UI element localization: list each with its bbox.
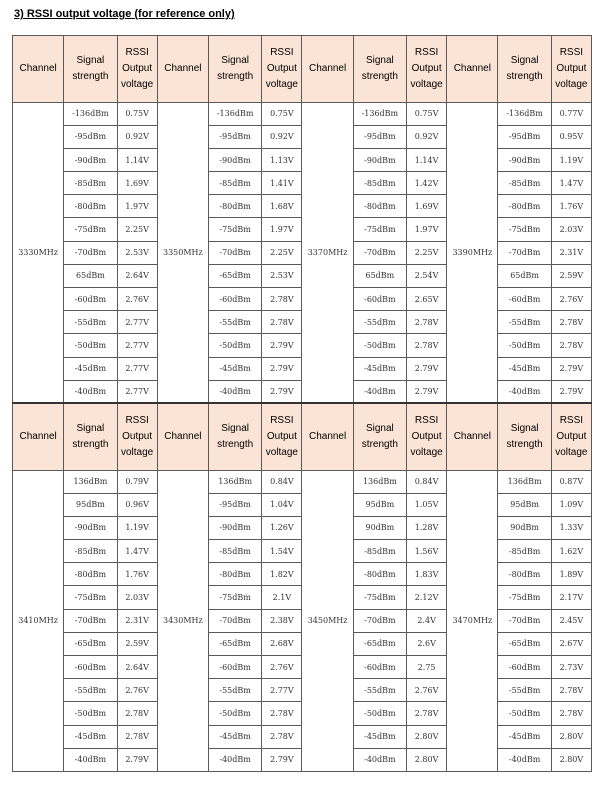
rssi-voltage-cell: 1.69V — [407, 195, 447, 218]
rssi-output-voltage-header: RSSI Output voltage — [262, 403, 302, 470]
signal-strength-cell: -55dBm — [64, 679, 117, 702]
channel-header: Channel — [302, 403, 353, 470]
signal-strength-cell: -95dBm — [498, 125, 551, 148]
rssi-voltage-cell: 2.31V — [117, 609, 157, 632]
channel-header: Channel — [13, 36, 64, 103]
signal-strength-cell: -85dBm — [498, 172, 551, 195]
signal-strength-cell: -60dBm — [498, 288, 551, 311]
signal-strength-cell: -85dBm — [498, 540, 551, 563]
signal-strength-cell: -136dBm — [64, 102, 117, 125]
rssi-voltage-cell: 2.76V — [117, 288, 157, 311]
signal-strength-cell: -65dBm — [498, 632, 551, 655]
rssi-voltage-cell: 2.77V — [117, 334, 157, 357]
signal-strength-cell: -136dBm — [209, 102, 262, 125]
rssi-voltage-cell: 1.14V — [407, 148, 447, 171]
signal-strength-cell: -75dBm — [498, 586, 551, 609]
rssi-voltage-cell: 2.79V — [407, 357, 447, 380]
rssi-voltage-cell: 2.80V — [407, 725, 447, 748]
signal-strength-cell: -70dBm — [209, 241, 262, 264]
rssi-voltage-cell: 2.77V — [117, 380, 157, 403]
rssi-voltage-cell: 2.78V — [262, 311, 302, 334]
signal-strength-cell: 65dBm — [353, 264, 406, 287]
header-row — [13, 403, 592, 470]
rssi-voltage-cell: 1.68V — [262, 195, 302, 218]
signal-strength-cell: 136dBm — [209, 470, 262, 493]
rssi-voltage-cell: 1.19V — [117, 516, 157, 539]
rssi-voltage-cell: 1.54V — [262, 540, 302, 563]
rssi-voltage-cell: 0.79V — [117, 470, 157, 493]
signal-strength-cell: -60dBm — [64, 288, 117, 311]
signal-strength-cell: 90dBm — [498, 516, 551, 539]
signal-strength-cell: -40dBm — [64, 380, 117, 403]
signal-strength-header: Signal strength — [353, 36, 406, 103]
rssi-output-voltage-header: RSSI Output voltage — [407, 403, 447, 470]
channel-header: Channel — [157, 403, 208, 470]
rssi-voltage-cell: 2.77V — [117, 357, 157, 380]
signal-strength-cell: -55dBm — [498, 679, 551, 702]
rssi-voltage-cell: 1.33V — [551, 516, 591, 539]
rssi-voltage-cell: 2.79V — [117, 748, 157, 771]
rssi-voltage-cell: 2.78V — [551, 311, 591, 334]
rssi-voltage-cell: 2.80V — [551, 725, 591, 748]
rssi-voltage-cell: 2.76V — [117, 679, 157, 702]
signal-strength-cell: -80dBm — [209, 563, 262, 586]
rssi-output-voltage-header: RSSI Output voltage — [117, 36, 157, 103]
signal-strength-header: Signal strength — [353, 403, 406, 470]
signal-strength-cell: -45dBm — [498, 725, 551, 748]
signal-strength-cell: -50dBm — [64, 334, 117, 357]
rssi-voltage-cell: 2.79V — [262, 748, 302, 771]
rssi-voltage-cell: 0.75V — [407, 102, 447, 125]
rssi-voltage-cell: 2.78V — [407, 334, 447, 357]
rssi-voltage-cell: 0.84V — [262, 470, 302, 493]
signal-strength-cell: -85dBm — [353, 540, 406, 563]
rssi-voltage-cell: 2.59V — [117, 632, 157, 655]
signal-strength-header: Signal strength — [64, 36, 117, 103]
signal-strength-header: Signal strength — [498, 36, 551, 103]
signal-strength-cell: -70dBm — [209, 609, 262, 632]
rssi-voltage-cell: 2.54V — [407, 264, 447, 287]
rssi-voltage-cell: 0.87V — [551, 470, 591, 493]
rssi-voltage-cell: 0.77V — [551, 102, 591, 125]
channel-frequency: 3370MHz — [302, 102, 353, 403]
rssi-voltage-cell: 2.78V — [407, 311, 447, 334]
signal-strength-cell: -45dBm — [209, 357, 262, 380]
rssi-voltage-cell: 0.92V — [262, 125, 302, 148]
signal-strength-cell: -60dBm — [209, 656, 262, 679]
table-row — [13, 470, 592, 493]
channel-frequency: 3350MHz — [157, 102, 208, 403]
rssi-voltage-cell: 1.13V — [262, 148, 302, 171]
signal-strength-cell: -85dBm — [209, 540, 262, 563]
rssi-voltage-cell: 0.75V — [117, 102, 157, 125]
signal-strength-cell: -40dBm — [353, 748, 406, 771]
signal-strength-cell: 136dBm — [353, 470, 406, 493]
rssi-voltage-cell: 2.25V — [262, 241, 302, 264]
signal-strength-cell: -55dBm — [353, 311, 406, 334]
signal-strength-cell: -60dBm — [209, 288, 262, 311]
signal-strength-cell: -95dBm — [353, 125, 406, 148]
rssi-output-voltage-header: RSSI Output voltage — [551, 36, 591, 103]
rssi-voltage-cell: 0.92V — [117, 125, 157, 148]
rssi-output-voltage-header: RSSI Output voltage — [262, 36, 302, 103]
rssi-voltage-cell: 1.69V — [117, 172, 157, 195]
rssi-voltage-cell: 2.76V — [551, 288, 591, 311]
signal-strength-cell: -65dBm — [209, 632, 262, 655]
signal-strength-cell: -90dBm — [498, 148, 551, 171]
signal-strength-cell: -50dBm — [64, 702, 117, 725]
signal-strength-cell: -40dBm — [209, 748, 262, 771]
signal-strength-cell: -75dBm — [353, 586, 406, 609]
table-row — [13, 102, 592, 125]
rssi-voltage-cell: 1.47V — [117, 540, 157, 563]
signal-strength-cell: -65dBm — [353, 632, 406, 655]
rssi-voltage-cell: 1.14V — [117, 148, 157, 171]
signal-strength-cell: -40dBm — [498, 380, 551, 403]
signal-strength-cell: 90dBm — [353, 516, 406, 539]
rssi-voltage-cell: 2.78V — [551, 334, 591, 357]
signal-strength-cell: -70dBm — [353, 241, 406, 264]
signal-strength-cell: -95dBm — [209, 493, 262, 516]
signal-strength-cell: -50dBm — [353, 702, 406, 725]
rssi-voltage-table — [12, 35, 592, 772]
signal-strength-cell: -75dBm — [64, 586, 117, 609]
signal-strength-cell: 95dBm — [353, 493, 406, 516]
rssi-voltage-cell: 2.53V — [117, 241, 157, 264]
signal-strength-cell: -55dBm — [353, 679, 406, 702]
rssi-voltage-cell: 2.17V — [551, 586, 591, 609]
rssi-voltage-cell: 1.97V — [117, 195, 157, 218]
channel-frequency: 3330MHz — [13, 102, 64, 403]
rssi-voltage-cell: 2.77V — [262, 679, 302, 702]
channel-header: Channel — [13, 403, 64, 470]
rssi-voltage-cell: 1.76V — [551, 195, 591, 218]
rssi-voltage-cell: 2.12V — [407, 586, 447, 609]
signal-strength-cell: -80dBm — [64, 563, 117, 586]
signal-strength-cell: -80dBm — [498, 195, 551, 218]
rssi-voltage-cell: 1.47V — [551, 172, 591, 195]
rssi-voltage-cell: 1.28V — [407, 516, 447, 539]
rssi-voltage-cell: 2.79V — [262, 380, 302, 403]
rssi-voltage-cell: 1.42V — [407, 172, 447, 195]
signal-strength-cell: 136dBm — [498, 470, 551, 493]
signal-strength-cell: -40dBm — [353, 380, 406, 403]
signal-strength-cell: 65dBm — [498, 264, 551, 287]
rssi-voltage-cell: 1.62V — [551, 540, 591, 563]
rssi-voltage-cell: 1.41V — [262, 172, 302, 195]
signal-strength-cell: -90dBm — [64, 148, 117, 171]
signal-strength-cell: -70dBm — [64, 609, 117, 632]
signal-strength-cell: -80dBm — [64, 195, 117, 218]
channel-frequency: 3450MHz — [302, 470, 353, 772]
signal-strength-cell: -45dBm — [353, 725, 406, 748]
rssi-voltage-cell: 2.64V — [117, 264, 157, 287]
signal-strength-cell: -60dBm — [353, 288, 406, 311]
signal-strength-cell: 95dBm — [64, 493, 117, 516]
rssi-voltage-cell: 2.38V — [262, 609, 302, 632]
signal-strength-cell: -50dBm — [353, 334, 406, 357]
signal-strength-cell: -85dBm — [353, 172, 406, 195]
rssi-voltage-cell: 2.79V — [407, 380, 447, 403]
rssi-voltage-cell: 1.82V — [262, 563, 302, 586]
signal-strength-cell: -65dBm — [209, 264, 262, 287]
rssi-voltage-cell: 2.78V — [117, 702, 157, 725]
rssi-voltage-cell: 2.45V — [551, 609, 591, 632]
signal-strength-cell: -80dBm — [498, 563, 551, 586]
signal-strength-cell: -75dBm — [209, 586, 262, 609]
rssi-voltage-cell: 2.79V — [262, 357, 302, 380]
signal-strength-cell: -60dBm — [353, 656, 406, 679]
rssi-voltage-cell: 2.78V — [262, 288, 302, 311]
channel-frequency: 3470MHz — [447, 470, 498, 772]
signal-strength-cell: -45dBm — [353, 357, 406, 380]
signal-strength-cell: -90dBm — [64, 516, 117, 539]
signal-strength-cell: -55dBm — [209, 311, 262, 334]
rssi-output-voltage-header: RSSI Output voltage — [551, 403, 591, 470]
signal-strength-cell: -85dBm — [64, 540, 117, 563]
signal-strength-cell: -50dBm — [498, 702, 551, 725]
signal-strength-header: Signal strength — [498, 403, 551, 470]
signal-strength-cell: -50dBm — [498, 334, 551, 357]
rssi-voltage-cell: 2.6V — [407, 632, 447, 655]
rssi-voltage-cell: 2.03V — [117, 586, 157, 609]
rssi-voltage-cell: 1.97V — [407, 218, 447, 241]
rssi-output-voltage-header: RSSI Output voltage — [407, 36, 447, 103]
rssi-voltage-cell: 2.25V — [117, 218, 157, 241]
rssi-voltage-cell: 2.1V — [262, 586, 302, 609]
rssi-voltage-cell: 2.65V — [407, 288, 447, 311]
signal-strength-cell: -50dBm — [209, 334, 262, 357]
channel-header: Channel — [302, 36, 353, 103]
signal-strength-cell: -75dBm — [64, 218, 117, 241]
rssi-voltage-cell: 2.79V — [551, 380, 591, 403]
signal-strength-cell: -65dBm — [64, 632, 117, 655]
signal-strength-cell: -80dBm — [353, 563, 406, 586]
rssi-voltage-cell: 1.89V — [551, 563, 591, 586]
signal-strength-cell: -50dBm — [209, 702, 262, 725]
rssi-voltage-cell: 1.09V — [551, 493, 591, 516]
rssi-voltage-cell: 1.76V — [117, 563, 157, 586]
rssi-voltage-cell: 0.96V — [117, 493, 157, 516]
rssi-voltage-cell: 1.05V — [407, 493, 447, 516]
signal-strength-cell: -55dBm — [498, 311, 551, 334]
rssi-voltage-cell: 2.73V — [551, 656, 591, 679]
channel-header: Channel — [447, 36, 498, 103]
rssi-voltage-cell: 2.78V — [117, 725, 157, 748]
signal-strength-cell: -95dBm — [209, 125, 262, 148]
channel-header: Channel — [447, 403, 498, 470]
signal-strength-cell: -95dBm — [64, 125, 117, 148]
rssi-voltage-cell: 0.84V — [407, 470, 447, 493]
rssi-voltage-cell: 1.19V — [551, 148, 591, 171]
rssi-voltage-cell: 2.77V — [117, 311, 157, 334]
rssi-voltage-cell: 2.76V — [407, 679, 447, 702]
signal-strength-cell: -75dBm — [498, 218, 551, 241]
signal-strength-header: Signal strength — [209, 36, 262, 103]
signal-strength-cell: 95dBm — [498, 493, 551, 516]
signal-strength-cell: -40dBm — [498, 748, 551, 771]
page-title: 3) RSSI output voltage (for reference only) — [14, 8, 235, 20]
rssi-voltage-cell: 2.75 — [407, 656, 447, 679]
signal-strength-cell: 136dBm — [64, 470, 117, 493]
signal-strength-cell: -45dBm — [64, 725, 117, 748]
rssi-voltage-cell: 2.59V — [551, 264, 591, 287]
rssi-voltage-cell: 0.75V — [262, 102, 302, 125]
rssi-voltage-cell: 2.78V — [551, 702, 591, 725]
rssi-voltage-cell: 1.97V — [262, 218, 302, 241]
signal-strength-cell: -85dBm — [209, 172, 262, 195]
signal-strength-header: Signal strength — [209, 403, 262, 470]
channel-frequency: 3430MHz — [157, 470, 208, 772]
rssi-voltage-cell: 2.78V — [262, 725, 302, 748]
signal-strength-cell: -70dBm — [64, 241, 117, 264]
rssi-voltage-cell: 2.53V — [262, 264, 302, 287]
signal-strength-cell: -75dBm — [209, 218, 262, 241]
rssi-voltage-cell: 2.78V — [262, 702, 302, 725]
rssi-voltage-cell: 2.67V — [551, 632, 591, 655]
signal-strength-cell: -55dBm — [64, 311, 117, 334]
signal-strength-cell: -60dBm — [498, 656, 551, 679]
rssi-voltage-cell: 2.4V — [407, 609, 447, 632]
rssi-voltage-cell: 1.56V — [407, 540, 447, 563]
signal-strength-cell: -70dBm — [498, 241, 551, 264]
rssi-voltage-cell: 1.26V — [262, 516, 302, 539]
rssi-output-voltage-header: RSSI Output voltage — [117, 403, 157, 470]
signal-strength-header: Signal strength — [64, 403, 117, 470]
rssi-voltage-cell: 2.68V — [262, 632, 302, 655]
signal-strength-cell: -85dBm — [64, 172, 117, 195]
rssi-voltage-cell: 2.25V — [407, 241, 447, 264]
signal-strength-cell: -70dBm — [498, 609, 551, 632]
rssi-voltage-cell: 2.64V — [117, 656, 157, 679]
signal-strength-cell: -40dBm — [64, 748, 117, 771]
rssi-voltage-cell: 0.95V — [551, 125, 591, 148]
signal-strength-cell: -136dBm — [498, 102, 551, 125]
signal-strength-cell: -90dBm — [209, 148, 262, 171]
rssi-voltage-cell: 2.80V — [551, 748, 591, 771]
rssi-voltage-cell: 2.31V — [551, 241, 591, 264]
signal-strength-cell: -80dBm — [353, 195, 406, 218]
signal-strength-cell: -55dBm — [209, 679, 262, 702]
rssi-voltage-cell: 1.83V — [407, 563, 447, 586]
rssi-voltage-cell: 2.78V — [407, 702, 447, 725]
rssi-voltage-cell: 2.76V — [262, 656, 302, 679]
channel-frequency: 3390MHz — [447, 102, 498, 403]
rssi-voltage-cell: 2.80V — [407, 748, 447, 771]
signal-strength-cell: -136dBm — [353, 102, 406, 125]
signal-strength-cell: -75dBm — [353, 218, 406, 241]
rssi-voltage-cell: 2.03V — [551, 218, 591, 241]
signal-strength-cell: -60dBm — [64, 656, 117, 679]
channel-frequency: 3410MHz — [13, 470, 64, 772]
signal-strength-cell: -90dBm — [353, 148, 406, 171]
rssi-voltage-cell: 2.79V — [262, 334, 302, 357]
signal-strength-cell: -45dBm — [209, 725, 262, 748]
signal-strength-cell: 65dBm — [64, 264, 117, 287]
rssi-voltage-cell: 0.92V — [407, 125, 447, 148]
signal-strength-cell: -90dBm — [209, 516, 262, 539]
signal-strength-cell: -45dBm — [64, 357, 117, 380]
rssi-voltage-cell: 2.78V — [551, 679, 591, 702]
channel-header: Channel — [157, 36, 208, 103]
signal-strength-cell: -40dBm — [209, 380, 262, 403]
header-row — [13, 36, 592, 103]
rssi-voltage-cell: 2.79V — [551, 357, 591, 380]
signal-strength-cell: -80dBm — [209, 195, 262, 218]
signal-strength-cell: -70dBm — [353, 609, 406, 632]
signal-strength-cell: -45dBm — [498, 357, 551, 380]
rssi-voltage-cell: 1.04V — [262, 493, 302, 516]
